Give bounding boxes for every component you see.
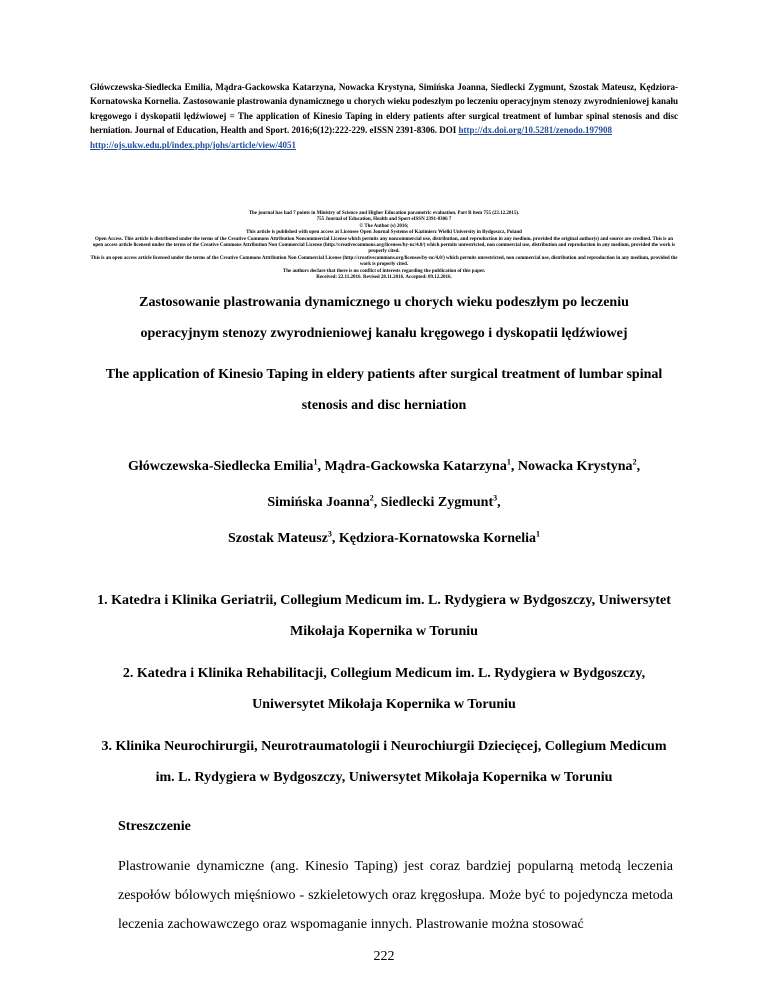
author-name: Siedlecki Zygmunt <box>380 495 494 510</box>
affiliation-list <box>95 585 673 804</box>
author-affiliation-mark: 2 <box>632 457 637 467</box>
journal-info-line: 755 Journal of Education, Health and Sport eISSN 2391-8306 7 <box>316 217 452 223</box>
author-affiliation-mark: 1 <box>506 457 511 467</box>
journal-info-line: Open Access. This article is distributed under the terms of the Creative Commons Attribution Noncommercial License which permits any noncommercial use, distribution, and reproduction in any medium, provided the original author(s) and source are credited. This is an open access article licensed under the terms of the Creative Commons Attribution Non Commercial License (http://creativecommons.org/licenses/by-nc/4.0/) which permits unrestricted, non commercial use, distribution and reproduction in any medium, provided the work is properly cited. <box>92 236 676 255</box>
author-name: Simińska Joanna <box>267 495 370 510</box>
author-name: Mądra-Gackowska Katarzyna <box>324 459 507 474</box>
author-name: Kędziora-Kornatowska Kornelia <box>338 531 537 546</box>
author-separator: , <box>510 459 518 474</box>
author-affiliation-mark: 2 <box>369 493 374 503</box>
author-separator: , <box>331 531 339 546</box>
affiliation-item: 2. Katedra i Klinika Rehabilitacji, Collegium Medicum im. L. Rydygiera w Bydgoszczy, Uniwersytet Mikołaja Kopernika w Toruniu <box>122 666 646 712</box>
author-affiliation-mark: 3 <box>493 493 498 503</box>
journal-info-line: © The Author (s) 2016; <box>359 223 409 229</box>
affiliation-item: 1. Katedra i Klinika Geriatrii, Collegium Medicum im. L. Rydygiera w Bydgoszczy, Uniwersytet Mikołaja Kopernika w Toruniu <box>97 593 671 639</box>
author-affiliation-mark: 1 <box>313 457 318 467</box>
author-separator: , <box>373 495 381 510</box>
title-polish: Zastosowanie plastrowania dynamicznego u chorych wieku podeszłym po leczeniu operacyjnym stenozy zwyrodnieniowej kanału kręgowego i dyskopatii lędźwiowej <box>139 295 629 341</box>
journal-info-line: The journal has had 7 points in Ministry of Science and Higher Education parametric evaluation. Part B item 755 (23.12.2015). <box>248 211 520 216</box>
journal-info-line: The authors declare that there is no conflict of interests regarding the publication of this paper. <box>282 268 486 274</box>
affiliation-item: 3. Klinika Neurochirurgii, Neurotraumatologii i Neurochiurgii Dziecięcej, Collegium Medicum im. L. Rydygiera w Bydgoszczy, Uniwersytet Mikołaja Kopernika w Toruniu <box>101 739 667 785</box>
page-number: 222 <box>373 949 395 964</box>
ojs-link[interactable]: http://ojs.ukw.edu.pl/index.php/johs/article/view/4051 <box>90 139 297 150</box>
abstract-heading: Streszczenie <box>118 819 191 834</box>
author-name: Główczewska-Siedlecka Emilia <box>127 459 314 474</box>
author-separator: , <box>636 459 641 474</box>
journal-info-line: This article is published with open access at Licensee Open Journal Systems of Kazimierz Wielki University in Bydgoszcz, Poland <box>246 230 522 236</box>
citation-block <box>90 80 678 152</box>
doi-link[interactable]: http://dx.doi.org/10.5281/zenodo.197908 <box>458 125 613 136</box>
author-name: Szostak Mateusz <box>227 531 328 546</box>
title-english: The application of Kinesio Taping in eldery patients after surgical treatment of lumbar spinal stenosis and disc herniation <box>105 367 663 413</box>
author-affiliation-mark: 1 <box>536 529 541 539</box>
citation-text: Główczewska-Siedlecka Emilia, Mądra-Gackowska Katarzyna, Nowacka Krystyna, Simińska Joanna, Siedlecki Zygmunt, Szostak Mateusz, Kędziora-Kornatowska Kornelia. Zastosowanie plastrowania dynamicznego u chorych wieku podeszłym po leczeniu operacyjnym stenozy zwyrodnieniowej kanału kręgowego i dyskopatii lędźwiowej = The application of Kinesio Taping in eldery patients after surgical treatment of lumbar spinal stenosis and disc herniation. Journal of Education, Health and Sport. 2016;6(12):222-229. eISSN 2391-8306. DOI <box>90 82 678 136</box>
author-separator: , <box>497 495 501 510</box>
author-name: Nowacka Krystyna <box>517 459 633 474</box>
author-separator: , <box>317 459 325 474</box>
abstract-text: Plastrowanie dynamiczne (ang. Kinesio Taping) jest coraz bardziej popularną metodą leczenia zespołów bólowych mięśniowo - szkieletowych oraz kręgosłupa. Może być to pojedyncza metoda leczenia zachowawczego oraz wspomaganie innych. Plastrowanie można stosować <box>118 859 673 932</box>
journal-info-block <box>90 211 678 281</box>
author-list <box>90 449 678 557</box>
author-affiliation-mark: 3 <box>327 529 332 539</box>
journal-info-line: This is an open access article licensed under the terms of the Creative Commons Attribution Non Commercial License (http://creativecommons.org/licenses/by-nc/4.0/) which permits unrestricted, non commercial use, distribution and reproduction in any medium, provided the work is properly cited. <box>90 255 678 268</box>
journal-info-line: Received: 22.11.2016. Revised 28.11.2016. Accepted: 09.12.2016. <box>316 275 452 281</box>
